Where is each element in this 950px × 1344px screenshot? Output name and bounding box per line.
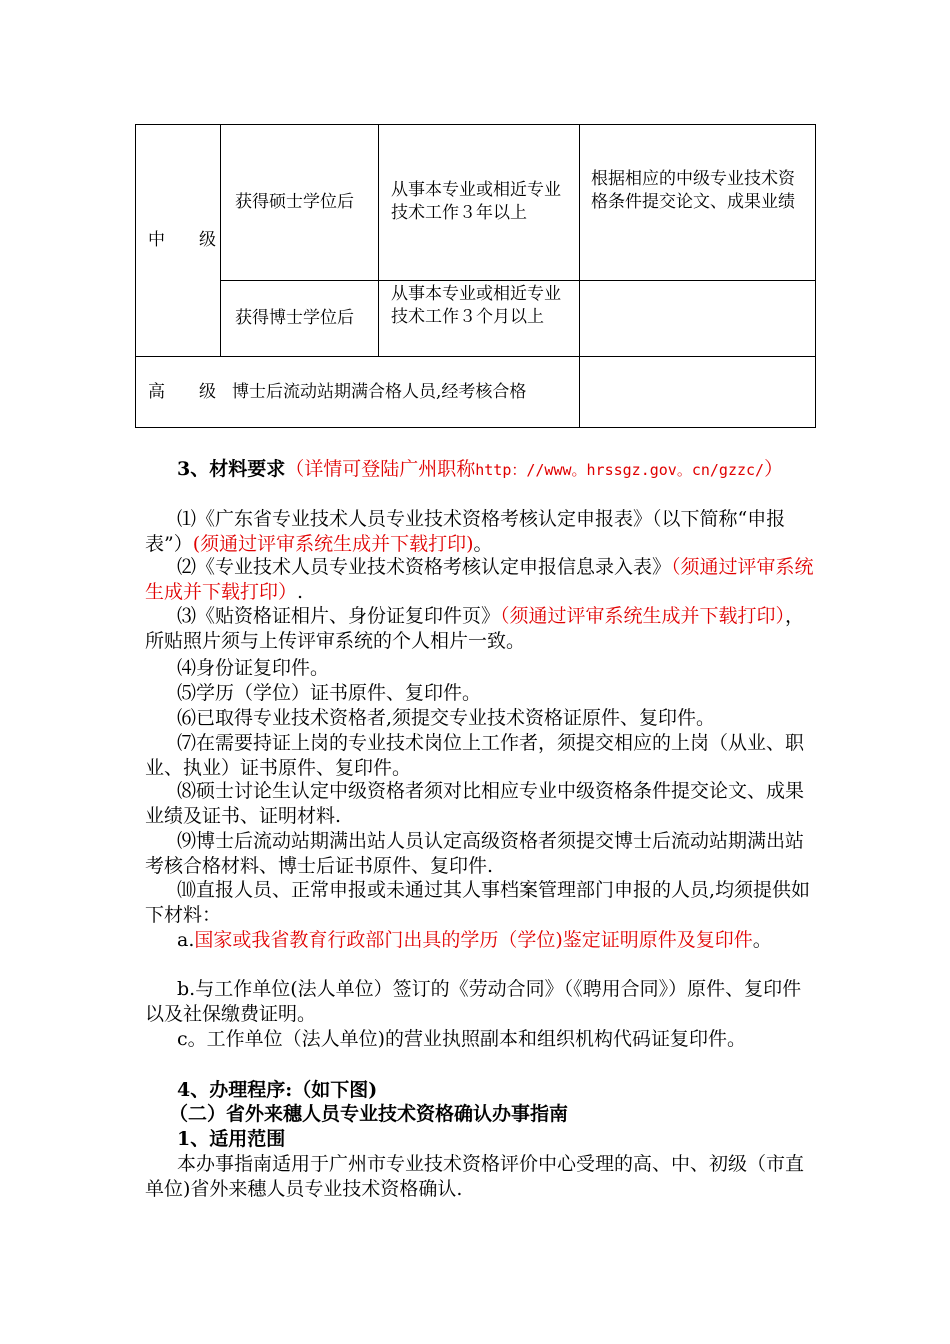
table-border-top xyxy=(135,124,816,125)
work-doctor: 从事本专业或相近专业技术工作３个月以上 xyxy=(391,284,561,327)
table-divider-subrow xyxy=(220,280,816,281)
scope-heading: 1、适用范围 xyxy=(177,1128,286,1150)
item-3: ⑶《贴资格证相片、身份证复印件页》（须通过评审系统生成并下载打印），所贴照片须与上传评审系统的个人相片一致。 xyxy=(145,605,805,652)
section3-heading xyxy=(145,457,815,483)
section3-title: 3、材料要求 xyxy=(177,458,286,480)
item-10: ⑽直报人员、正常申报或未通过其人事档案管理部门申报的人员,均须提供如下材料： xyxy=(145,879,811,926)
table-divider-row xyxy=(135,356,816,357)
section4-heading: 4、办理程序:（如下图) xyxy=(177,1079,378,1101)
item-6: ⑹已取得专业技术资格者,须提交专业技术资格证原件、复印件。 xyxy=(177,707,716,729)
scope-text: 本办事指南适用于广州市专业技术资格评价中心受理的高、中、初级（市直单位)省外来穗人员专业技术资格确认. xyxy=(145,1153,805,1200)
section-two-heading: （二）省外来穗人员专业技术资格确认办事指南 xyxy=(169,1103,569,1125)
senior-requirement: 博士后流动站期满合格人员,经考核合格 xyxy=(232,382,527,402)
item-1: ⑴《广东省专业技术人员专业技术资格考核认定申报表》（以下简称“申报表”）(须通过评审系统生成并下载打印)。 xyxy=(145,508,786,555)
item-2: ⑵《专业技术人员专业技术资格考核认定申报信息录入表》（须通过评审系统生成并下载打印）. xyxy=(145,556,814,603)
qualification-table xyxy=(135,124,816,428)
degree-master: 获得硕士学位后 xyxy=(235,192,354,212)
item-8: ⑻硕士讨论生认定中级资格者须对比相应专业中级资格条件提交论文、成果业绩及证书、证明材料. xyxy=(145,780,805,827)
requirement-master: 根据相应的中级专业技术资格条件提交论文、成果业绩 xyxy=(591,169,795,212)
item-4: ⑷身份证复印件。 xyxy=(177,657,330,679)
item-10-b: b.与工作单位(法人单位）签订的《劳动合同》（《聘用合同》）原件、复印件以及社保缴费证明。 xyxy=(145,978,802,1025)
level-intermediate: 中 级 xyxy=(148,230,216,250)
table-divider-requirement xyxy=(579,124,580,428)
item-10-c: c。工作单位（法人单位)的营业执照副本和组织机构代码证复印件。 xyxy=(177,1028,747,1050)
degree-doctor: 获得博士学位后 xyxy=(235,308,354,328)
level-senior: 高 级 xyxy=(148,382,216,402)
table-border-bottom xyxy=(135,427,816,428)
table-divider-degree xyxy=(378,124,379,357)
table-border-left xyxy=(135,124,136,428)
table-border-right xyxy=(815,124,816,428)
section3-note: （详情可登陆广州职称 xyxy=(285,458,476,480)
section3-note-end: ） xyxy=(764,458,784,480)
section3-url[interactable]: http：//www。hrssgz.gov。cn/gzzc/ xyxy=(475,461,765,479)
item-5: ⑸学历（学位）证书原件、复印件。 xyxy=(177,682,482,704)
work-master: 从事本专业或相近专业技术工作３年以上 xyxy=(391,180,561,223)
item-10-a: a.国家或我省教育行政部门出具的学历（学位)鉴定证明原件及复印件。 xyxy=(177,929,772,951)
table-divider-level xyxy=(220,124,221,357)
item-9: ⑼博士后流动站期满出站人员认定高级资格者须提交博士后流动站期满出站考核合格材料、博士后证书原件、复印件. xyxy=(145,830,805,877)
item-7: ⑺在需要持证上岗的专业技术岗位上工作者，须提交相应的上岗（从业、职业、执业）证书原件、复印件。 xyxy=(145,732,805,779)
